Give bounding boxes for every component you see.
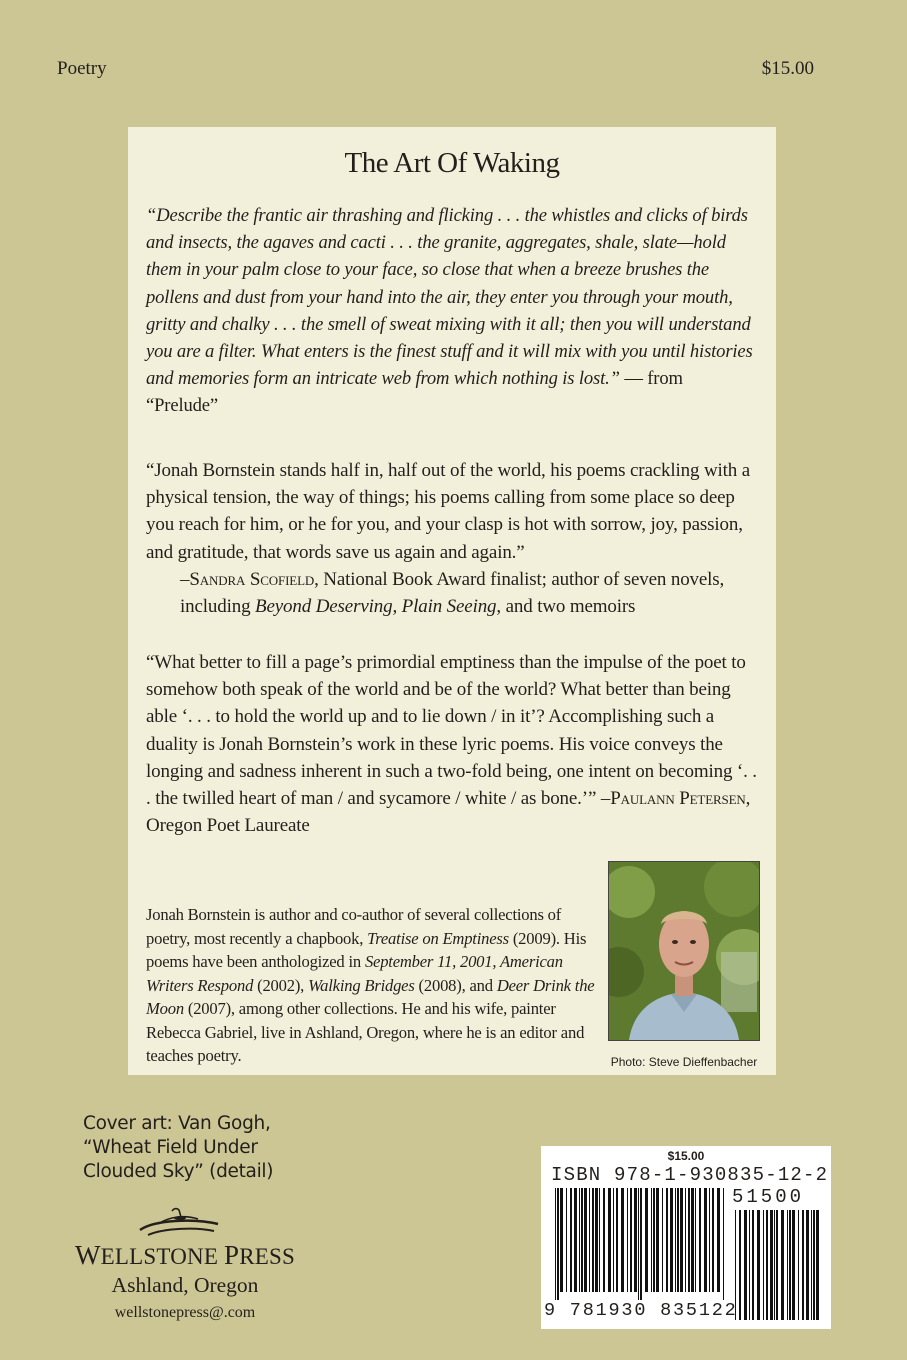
barcode-bar	[763, 1210, 764, 1320]
barcode-bar	[802, 1210, 804, 1320]
barcode-bar	[627, 1188, 628, 1292]
barcode-bar	[592, 1188, 594, 1292]
barcode-bar	[770, 1210, 773, 1320]
barcode-bar	[691, 1188, 694, 1292]
barcode-bar	[704, 1188, 707, 1292]
photo-credit: Photo: Steve Dieffenbacher	[610, 1055, 758, 1069]
barcode-bar	[781, 1210, 784, 1320]
barcode-bar	[752, 1210, 754, 1320]
ean-digits: 9 781930 835122	[544, 1300, 738, 1321]
prelude-attribution: — from “Prelude”	[146, 368, 683, 417]
barcode-bar	[656, 1188, 659, 1292]
barcode-bar	[560, 1188, 563, 1292]
barcode-bar	[680, 1188, 683, 1292]
publisher-block	[70, 1240, 300, 1322]
barcode-bar	[666, 1188, 668, 1292]
barcode-bar	[616, 1188, 618, 1292]
barcode-bar	[816, 1210, 819, 1320]
barcode-bar	[599, 1188, 600, 1292]
barcode-bar	[699, 1188, 701, 1292]
barcode-bar	[589, 1188, 590, 1292]
barcode-bar	[749, 1210, 750, 1320]
barcode-bar	[717, 1188, 720, 1292]
publisher-name: WELLSTONE PRESS	[74, 1240, 296, 1270]
price-label: $15.00	[761, 58, 814, 79]
barcode-bar	[776, 1210, 778, 1320]
barcode-bar	[579, 1188, 580, 1292]
book-titles: Beyond Deserving, Plain Seeing	[255, 596, 497, 618]
barcode-bar	[608, 1188, 611, 1292]
barcode-bar	[685, 1188, 686, 1292]
publisher-city: Ashland, Oregon	[111, 1273, 259, 1297]
barcode-bar	[570, 1188, 572, 1292]
barcode-bar	[670, 1188, 673, 1292]
barcode-bar	[813, 1210, 815, 1320]
book-title: The Art Of Waking	[344, 147, 560, 179]
text-panel	[128, 127, 776, 1075]
barcode-bar	[774, 1210, 775, 1320]
blurb-author: –Sandra Scofield	[180, 569, 315, 590]
barcode-bar	[739, 1210, 741, 1320]
barcode-bar	[638, 1188, 639, 1300]
barcode-bar	[613, 1188, 614, 1292]
author-bio: Jonah Bornstein is author and co-author of several collections of poetry, most recently a chapbook, Treatise on Emptiness (2009). His poems have been anthologized in September 11, 2001, American Writers Respond (2002), Walking Bridges (2008), and Deer Drink the Moon (2007), among other collections. He and his wife, painter Rebecca Gabriel, live in Ashland, Oregon, where he is an editor and teaches poetry.	[146, 905, 595, 1065]
blurb-scofield: “Jonah Bornstein stands half in, half out of the world, his poems crackling with a physical tension, the way of things; his poems calling from some place so deep you reach for him, or he for you, and your clasp is hot with sorrow, joy, passion, and gratitude, that words save us again and again.”	[146, 460, 751, 563]
isbn-barcode	[541, 1146, 831, 1329]
barcode-bar	[744, 1210, 747, 1320]
barcode-bar	[787, 1210, 788, 1320]
barcode-bar	[675, 1188, 676, 1292]
wellstone-logo-icon	[134, 1206, 224, 1238]
barcode-bar	[709, 1188, 710, 1292]
barcode-price: $15.00	[667, 1149, 705, 1163]
barcode-bar	[677, 1188, 679, 1292]
barcode-bar	[806, 1210, 809, 1320]
barcode-bar	[557, 1188, 559, 1300]
barcode-bar	[688, 1188, 690, 1292]
barcode-bar	[634, 1188, 637, 1292]
barcode-bar	[798, 1210, 799, 1320]
author-photo	[608, 861, 760, 1041]
barcode-bar	[695, 1188, 696, 1292]
prelude-excerpt	[146, 202, 758, 420]
blurb-scofield-attribution: –Sandra Scofield, National Book Award finalist; author of seven novels, including Beyond Deserving, Plain Seeing, and two memoirs	[180, 569, 725, 618]
barcode-bar	[789, 1210, 791, 1320]
barcode-bar	[640, 1188, 642, 1300]
barcode-bar	[584, 1188, 587, 1292]
barcode-bar	[555, 1188, 556, 1300]
cover-art-credit: Cover art: Van Gogh, “Wheat Field Under Clouded Sky” (detail)	[83, 1113, 274, 1182]
barcode-bar	[723, 1188, 724, 1300]
barcode-bar	[766, 1210, 768, 1320]
barcode-bar	[566, 1188, 567, 1292]
barcode-bar	[581, 1188, 583, 1292]
price-addon-number: 51500	[732, 1186, 805, 1208]
barcode-bar	[792, 1210, 795, 1320]
barcode-bar	[811, 1210, 812, 1320]
barcode-bar	[662, 1188, 663, 1292]
prelude-text: “Describe the frantic air thrashing and flicking . . . the whistles and clicks of birds and insects, the agaves and cacti . . . the granite, aggregates, shale, slate—hold them in your palm close to your face, so close that when a breeze brushes the pollens and dust from your hand into the air, they enter you through your mouth, gritty and chalky . . . the smell of sweat mixing with it all; then you will understand you are a filter. What enters is the finest stuff and it will mix with you until histories and memories form an intricate web from which nothing is lost.”	[146, 205, 753, 390]
barcode-bar	[630, 1188, 632, 1292]
barcode-bar	[712, 1188, 714, 1292]
barcode-bar	[603, 1188, 605, 1292]
publisher-email: wellstonepress@.com	[114, 1304, 256, 1321]
barcode-bar	[653, 1188, 655, 1292]
barcode-bar	[645, 1188, 648, 1292]
barcode-bar	[595, 1188, 598, 1292]
barcode-bar	[757, 1210, 760, 1320]
isbn-number: ISBN 978-1-930835-12-2	[551, 1164, 829, 1186]
genre-label: Poetry	[57, 58, 107, 79]
blurb-author: –Paulann Petersen	[600, 788, 746, 810]
author-portrait-icon	[609, 862, 759, 1040]
barcode-bar	[651, 1188, 652, 1292]
blurb-petersen: “What better to fill a page’s primordial emptiness than the impulse of the poet to somehow both speak of the world and be of the world? What better than being able ‘. . . to hold the world up and to lie down / in it’? Accomplishing such a duality is Jonah Bornstein’s work in these lyric poems. His voice conveys the longing and sadness inherent in such a two-fold being, one intent on becoming ‘. . . the twilled heart of man / and sycamore / white / as bone.’” –Paulann Petersen, Oregon Poet Laureate	[146, 652, 757, 837]
barcode-bar	[574, 1188, 577, 1292]
barcode-bar	[621, 1188, 624, 1292]
